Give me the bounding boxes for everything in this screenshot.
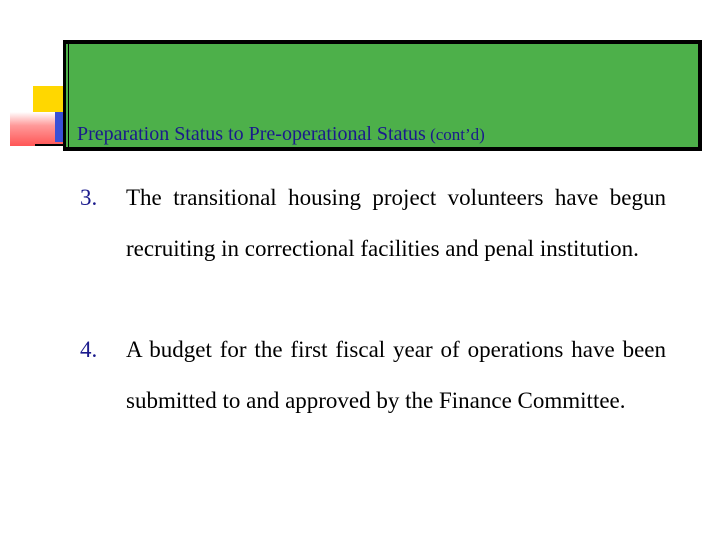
list-item-text: The transitional housing project volunteers have begun recruiting in correctional facilities and penal institution.	[126, 185, 666, 261]
slide-title	[77, 123, 485, 146]
slide-title-suffix: (cont’d)	[425, 125, 485, 144]
list-item-number: 4.	[80, 337, 98, 362]
list-item-number: 3.	[80, 185, 98, 210]
slide-title-main: Preparation Status to Pre-operational Status	[77, 123, 426, 145]
list-item-text: A budget for the first fiscal year of operations have been submitted to and approved by the Finance Committee.	[126, 337, 666, 413]
title-banner	[63, 40, 702, 151]
